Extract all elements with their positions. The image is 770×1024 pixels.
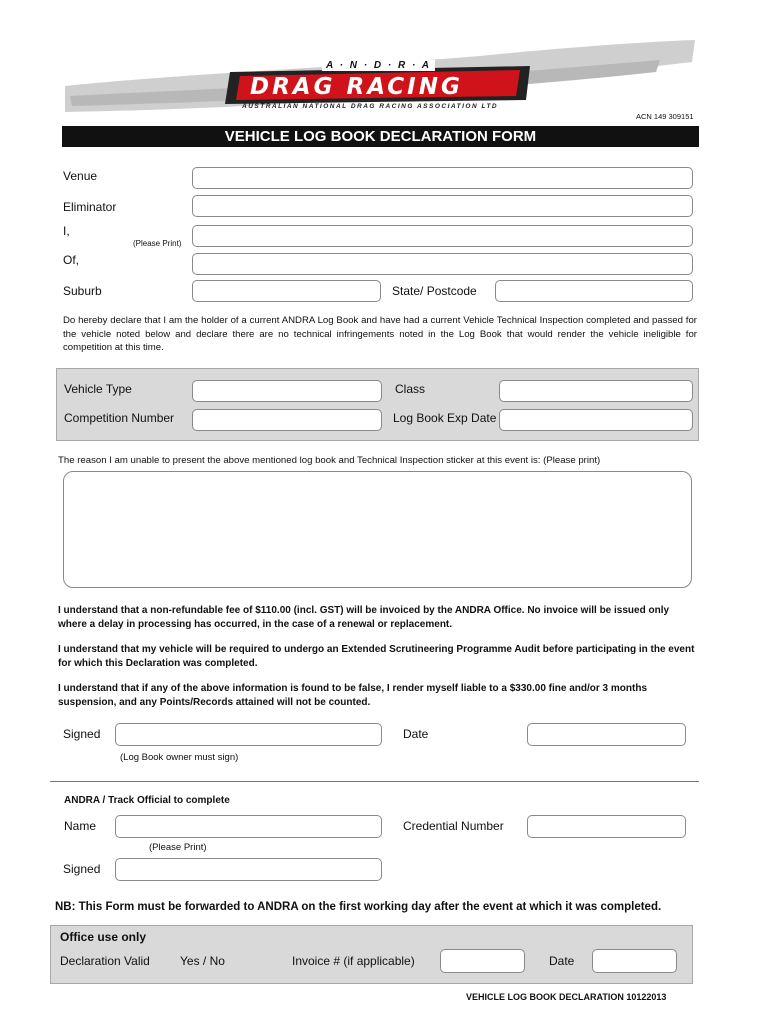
yes-no-label: Yes / No: [180, 954, 225, 968]
vehicle-type-input[interactable]: [192, 380, 382, 402]
reason-label: The reason I am unable to present the above mentioned log book and Technical Inspection sticker at this event is: (Please print): [58, 455, 601, 466]
andra-logo: [60, 26, 700, 118]
state-postcode-label: State/ Postcode: [392, 284, 477, 298]
official-name-label: Name: [64, 819, 97, 833]
please-print-note: (Please Print): [133, 239, 182, 248]
official-please-print: (Please Print): [149, 842, 207, 853]
statement-scrutineering: I understand that my vehicle will be required to undergo an Extended Scrutineering Programme Audit before participating in the event for which this Declaration was completed.: [58, 644, 695, 669]
invoice-label: Invoice # (if applicable): [292, 954, 415, 968]
acn-number: ACN 149 309151: [636, 112, 694, 121]
venue-input[interactable]: [192, 167, 693, 189]
nb-notice: NB: This Form must be forwarded to ANDRA on the first working day after the event at which it was completed.: [55, 901, 662, 913]
reason-textarea[interactable]: [63, 471, 692, 588]
official-heading: ANDRA / Track Official to complete: [64, 795, 230, 806]
section-divider: [50, 781, 699, 782]
owner-sign-note: (Log Book owner must sign): [120, 752, 239, 763]
name-label: I,: [63, 224, 70, 238]
competition-number-label: Competition Number: [64, 411, 175, 425]
eliminator-input[interactable]: [192, 195, 693, 217]
suburb-input[interactable]: [192, 280, 381, 302]
invoice-input[interactable]: [440, 949, 525, 973]
office-date-label: Date: [549, 954, 575, 968]
suburb-label: Suburb: [63, 284, 102, 298]
address-input[interactable]: [192, 253, 693, 275]
official-signature-input[interactable]: [115, 858, 382, 881]
owner-signature-input[interactable]: [115, 723, 382, 746]
eliminator-label: Eliminator: [63, 200, 117, 214]
official-name-input[interactable]: [115, 815, 382, 838]
address-label: Of,: [63, 253, 80, 267]
vehicle-type-label: Vehicle Type: [64, 382, 132, 396]
signed-label: Signed: [63, 727, 101, 741]
office-use-heading: Office use only: [60, 930, 147, 944]
log-book-exp-label: Log Book Exp Date: [393, 411, 497, 425]
form-title-text: VEHICLE LOG BOOK DECLARATION FORM: [224, 128, 537, 145]
date-label: Date: [403, 727, 429, 741]
state-postcode-input[interactable]: [495, 280, 693, 302]
form-title: [62, 126, 699, 147]
logo-main-text: DRAG RACING: [250, 74, 463, 100]
log-book-exp-input[interactable]: [499, 409, 693, 431]
competition-number-input[interactable]: [192, 409, 382, 431]
official-signed-label: Signed: [63, 862, 101, 876]
credential-number-label: Credential Number: [403, 819, 504, 833]
class-label: Class: [395, 382, 426, 396]
statement-penalty: I understand that if any of the above information is found to be false, I render myself liable to a $330.00 fine and/or 3 months suspension, and any Points/Records attained will not be counted.: [58, 683, 647, 708]
statement-fee: I understand that a non-refundable fee of $110.00 (incl. GST) will be invoiced by the ANDRA Office. No invoice will be issued only where a delay in processing has occurred, in the case of a renewal or replacement.: [58, 605, 670, 630]
declaration-text: Do hereby declare that I am the holder of a current ANDRA Log Book and have had a current Vehicle Technical Inspection completed and passed for the vehicle noted below and declare there are no technical infringements noted in the Log Book that would render the vehicle ineligible for competition at this time.: [63, 315, 697, 353]
form-footer-code: VEHICLE LOG BOOK DECLARATION 10122013: [466, 992, 667, 1002]
date-input[interactable]: [527, 723, 686, 746]
credential-number-input[interactable]: [527, 815, 686, 838]
venue-label: Venue: [63, 169, 98, 183]
logo-top-text: A · N · D · R · A: [322, 60, 435, 71]
name-input[interactable]: [192, 225, 693, 247]
office-date-input[interactable]: [592, 949, 677, 973]
logo-sub-text: AUSTRALIAN NATIONAL DRAG RACING ASSOCIATION LTD: [242, 103, 499, 110]
class-input[interactable]: [499, 380, 693, 402]
declaration-valid-label: Declaration Valid: [60, 954, 150, 968]
